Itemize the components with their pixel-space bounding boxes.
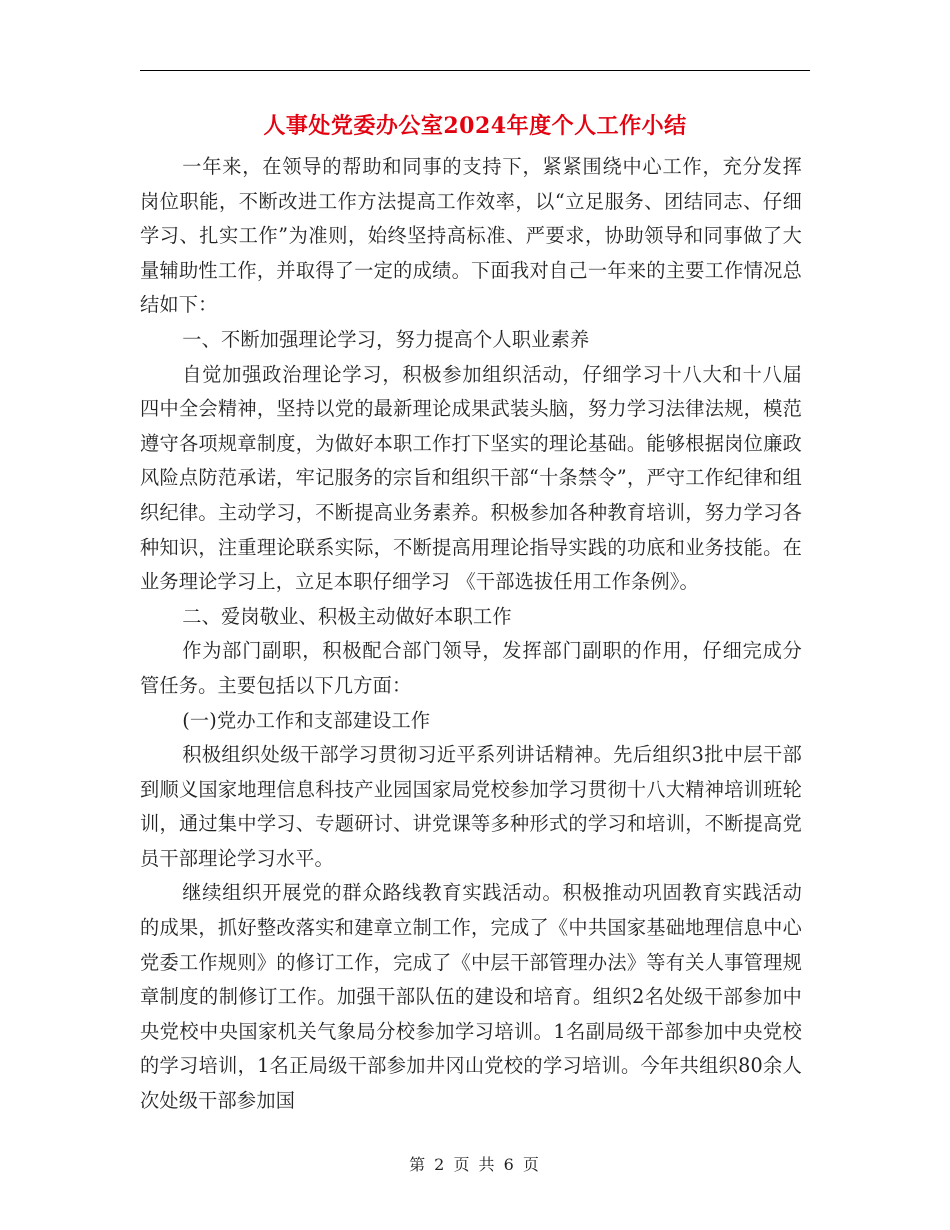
paragraph-deputy-role: 作为部门副职，积极配合部门领导，发挥部门副职的作用，仔细完成分管任务。主要包括以下几方面： [140, 639, 802, 697]
subsection-heading-1: (一)党办工作和支部建设工作 [182, 708, 431, 732]
document-title: 人事处党委办公室2024年度个人工作小结 [263, 113, 687, 139]
page-number: 第 2 页 共 6 页 [409, 1155, 541, 1174]
section-heading-1: 一、不断加强理论学习，努力提高个人职业素养 [182, 327, 590, 351]
paragraph-mass-line: 继续组织开展党的群众路线教育实践活动。积极推动巩固教育实践活动的成果，抓好整改落实和建章立制工作，完成了《中共国家基础地理信息中心党委工作规则》的修订工作，完成了《中层干部管理办法》等有关人事管理规章制度的制修订工作。加强干部队伍的建设和培育。组织2名处级干部参加中央党校中央国家机关气象局分校参加学习培训。1名副局级干部参加中央党校的学习培训，1名正局级干部参加井冈山党校的学习培训。今年共组织80余人次处级干部参加国 [140, 881, 802, 1113]
document-body [140, 150, 802, 1119]
section-heading-2: 二、爱岗敬业、积极主动做好本职工作 [182, 604, 512, 628]
paragraph-intro: 一年来，在领导的帮助和同事的支持下，紧紧围绕中心工作，充分发挥岗位职能，不断改进工作方法提高工作效率，以“立足服务、团结同志、仔细学习、扎实工作”为准则，始终坚持高标准、严要求，协助领导和同事做了大量辅助性工作，并取得了一定的成绩。下面我对自己一年来的主要工作情况总结如下： [140, 155, 802, 317]
header-rule [140, 70, 810, 71]
paragraph-theory-study: 自觉加强政治理论学习，积极参加组织活动，仔细学习十八大和十八届四中全会精神，坚持以党的最新理论成果武装头脑，努力学习法律法规，模范遵守各项规章制度，为做好本职工作打下坚实的理论基础。能够根据岗位廉政风险点防范承诺，牢记服务的宗旨和组织干部“十条禁令”，严守工作纪律和组织纪律。主动学习，不断提高业务素养。积极参加各种教育培训，努力学习各种知识，注重理论联系实际，不断提高用理论指导实践的功底和业务技能。在业务理论学习上，立足本职仔细学习 《干部选拔任用工作条例》。 [140, 362, 802, 594]
paragraph-cadre-study: 积极组织处级干部学习贯彻习近平系列讲话精神。先后组织3批中层干部到顺义国家地理信息科技产业园国家局党校参加学习贯彻十八大精神培训班轮训，通过集中学习、专题研讨、讲党课等多种形式的学习和培训，不断提高党员干部理论学习水平。 [140, 743, 802, 870]
